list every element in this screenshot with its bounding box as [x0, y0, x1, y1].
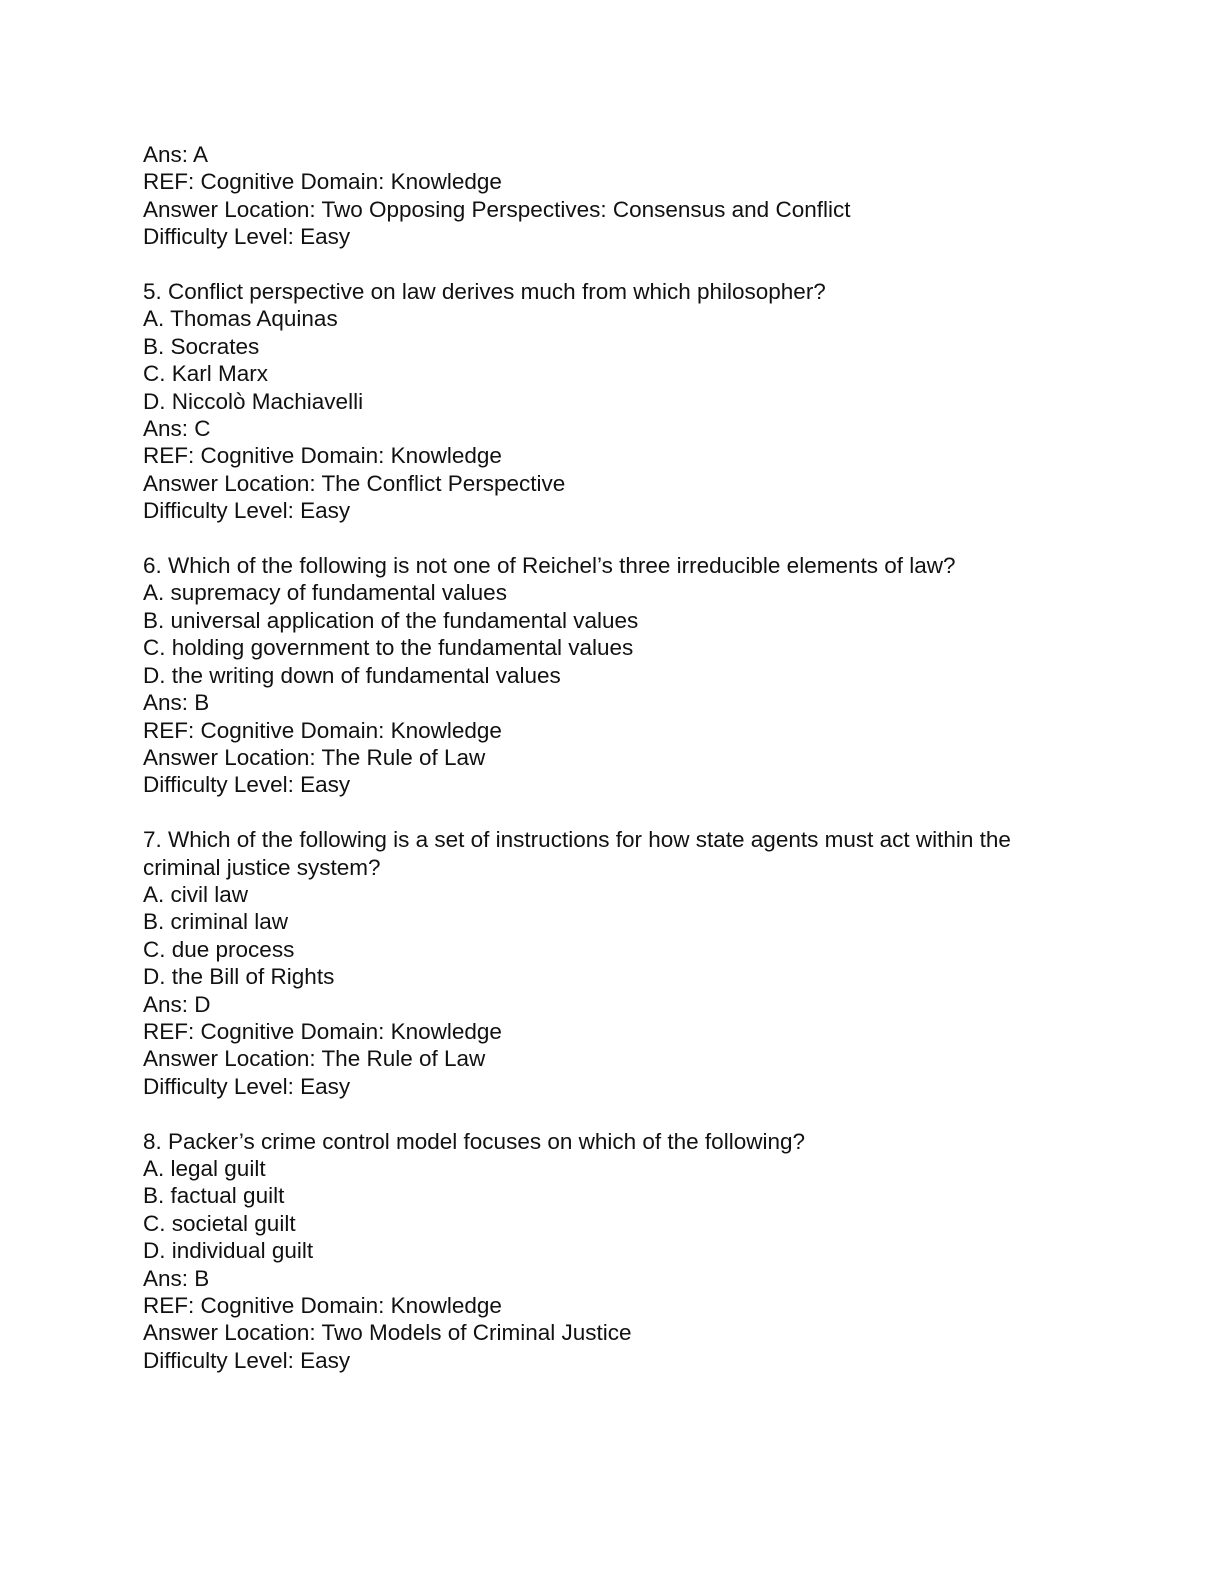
option-b: B. universal application of the fundamental values: [143, 607, 639, 633]
question-6-block: [143, 552, 1103, 799]
reference: REF: Cognitive Domain: Knowledge: [143, 443, 502, 469]
difficulty-level: Difficulty Level: Easy: [143, 772, 351, 798]
option-c: C. holding government to the fundamental values: [143, 635, 634, 661]
answer-key: Ans: A: [143, 142, 209, 167]
option-a: A. civil law: [143, 881, 249, 907]
answer-location: Answer Location: The Rule of Law: [143, 744, 486, 770]
option-a: A. legal guilt: [143, 1155, 266, 1181]
option-c: C. societal guilt: [143, 1210, 296, 1236]
option-b: B. criminal law: [143, 909, 289, 935]
answer-key: Ans: D: [143, 991, 211, 1017]
option-b: B. Socrates: [143, 333, 260, 359]
difficulty-level: Difficulty Level: Easy: [143, 224, 351, 250]
question-4-answer-block: [143, 141, 1103, 251]
answer-location: Answer Location: Two Opposing Perspectives: Consensus and Conflict: [143, 196, 851, 222]
option-d: D. individual guilt: [143, 1238, 314, 1264]
option-d: D. the writing down of fundamental values: [143, 662, 561, 688]
answer-key: Ans: C: [143, 416, 211, 442]
option-d: D. Niccolò Machiavelli: [143, 388, 364, 414]
document-page: [143, 141, 1103, 1402]
question-text: 8. Packer’s crime control model focuses on which of the following?: [143, 1128, 805, 1154]
difficulty-level: Difficulty Level: Easy: [143, 498, 351, 524]
question-8-block: [143, 1128, 1103, 1375]
reference: REF: Cognitive Domain: Knowledge: [143, 1018, 502, 1044]
question-text: 5. Conflict perspective on law derives much from which philosopher?: [143, 279, 826, 305]
option-b: B. factual guilt: [143, 1183, 285, 1209]
question-text-line-1: 7. Which of the following is a set of instructions for how state agents must act within the: [143, 827, 1011, 853]
option-c: C. Karl Marx: [143, 361, 269, 387]
answer-location: Answer Location: The Rule of Law: [143, 1046, 486, 1072]
option-a: A. Thomas Aquinas: [143, 306, 338, 332]
difficulty-level: Difficulty Level: Easy: [143, 1347, 351, 1373]
option-d: D. the Bill of Rights: [143, 964, 335, 990]
difficulty-level: Difficulty Level: Easy: [143, 1073, 351, 1099]
question-text-line-2: criminal justice system?: [143, 854, 381, 880]
reference: REF: Cognitive Domain: Knowledge: [143, 169, 502, 195]
reference: REF: Cognitive Domain: Knowledge: [143, 1293, 502, 1318]
question-text: 6. Which of the following is not one of Reichel’s three irreducible elements of law?: [143, 553, 956, 579]
question-7-block: [143, 826, 1103, 1100]
option-a: A. supremacy of fundamental values: [143, 580, 507, 606]
answer-location: Answer Location: Two Models of Criminal Justice: [143, 1320, 632, 1346]
answer-key: Ans: B: [143, 1265, 210, 1291]
answer-key: Ans: B: [143, 690, 210, 716]
answer-location: Answer Location: The Conflict Perspective: [143, 470, 566, 496]
question-5-block: [143, 278, 1103, 525]
reference: REF: Cognitive Domain: Knowledge: [143, 717, 502, 743]
option-c: C. due process: [143, 936, 295, 962]
